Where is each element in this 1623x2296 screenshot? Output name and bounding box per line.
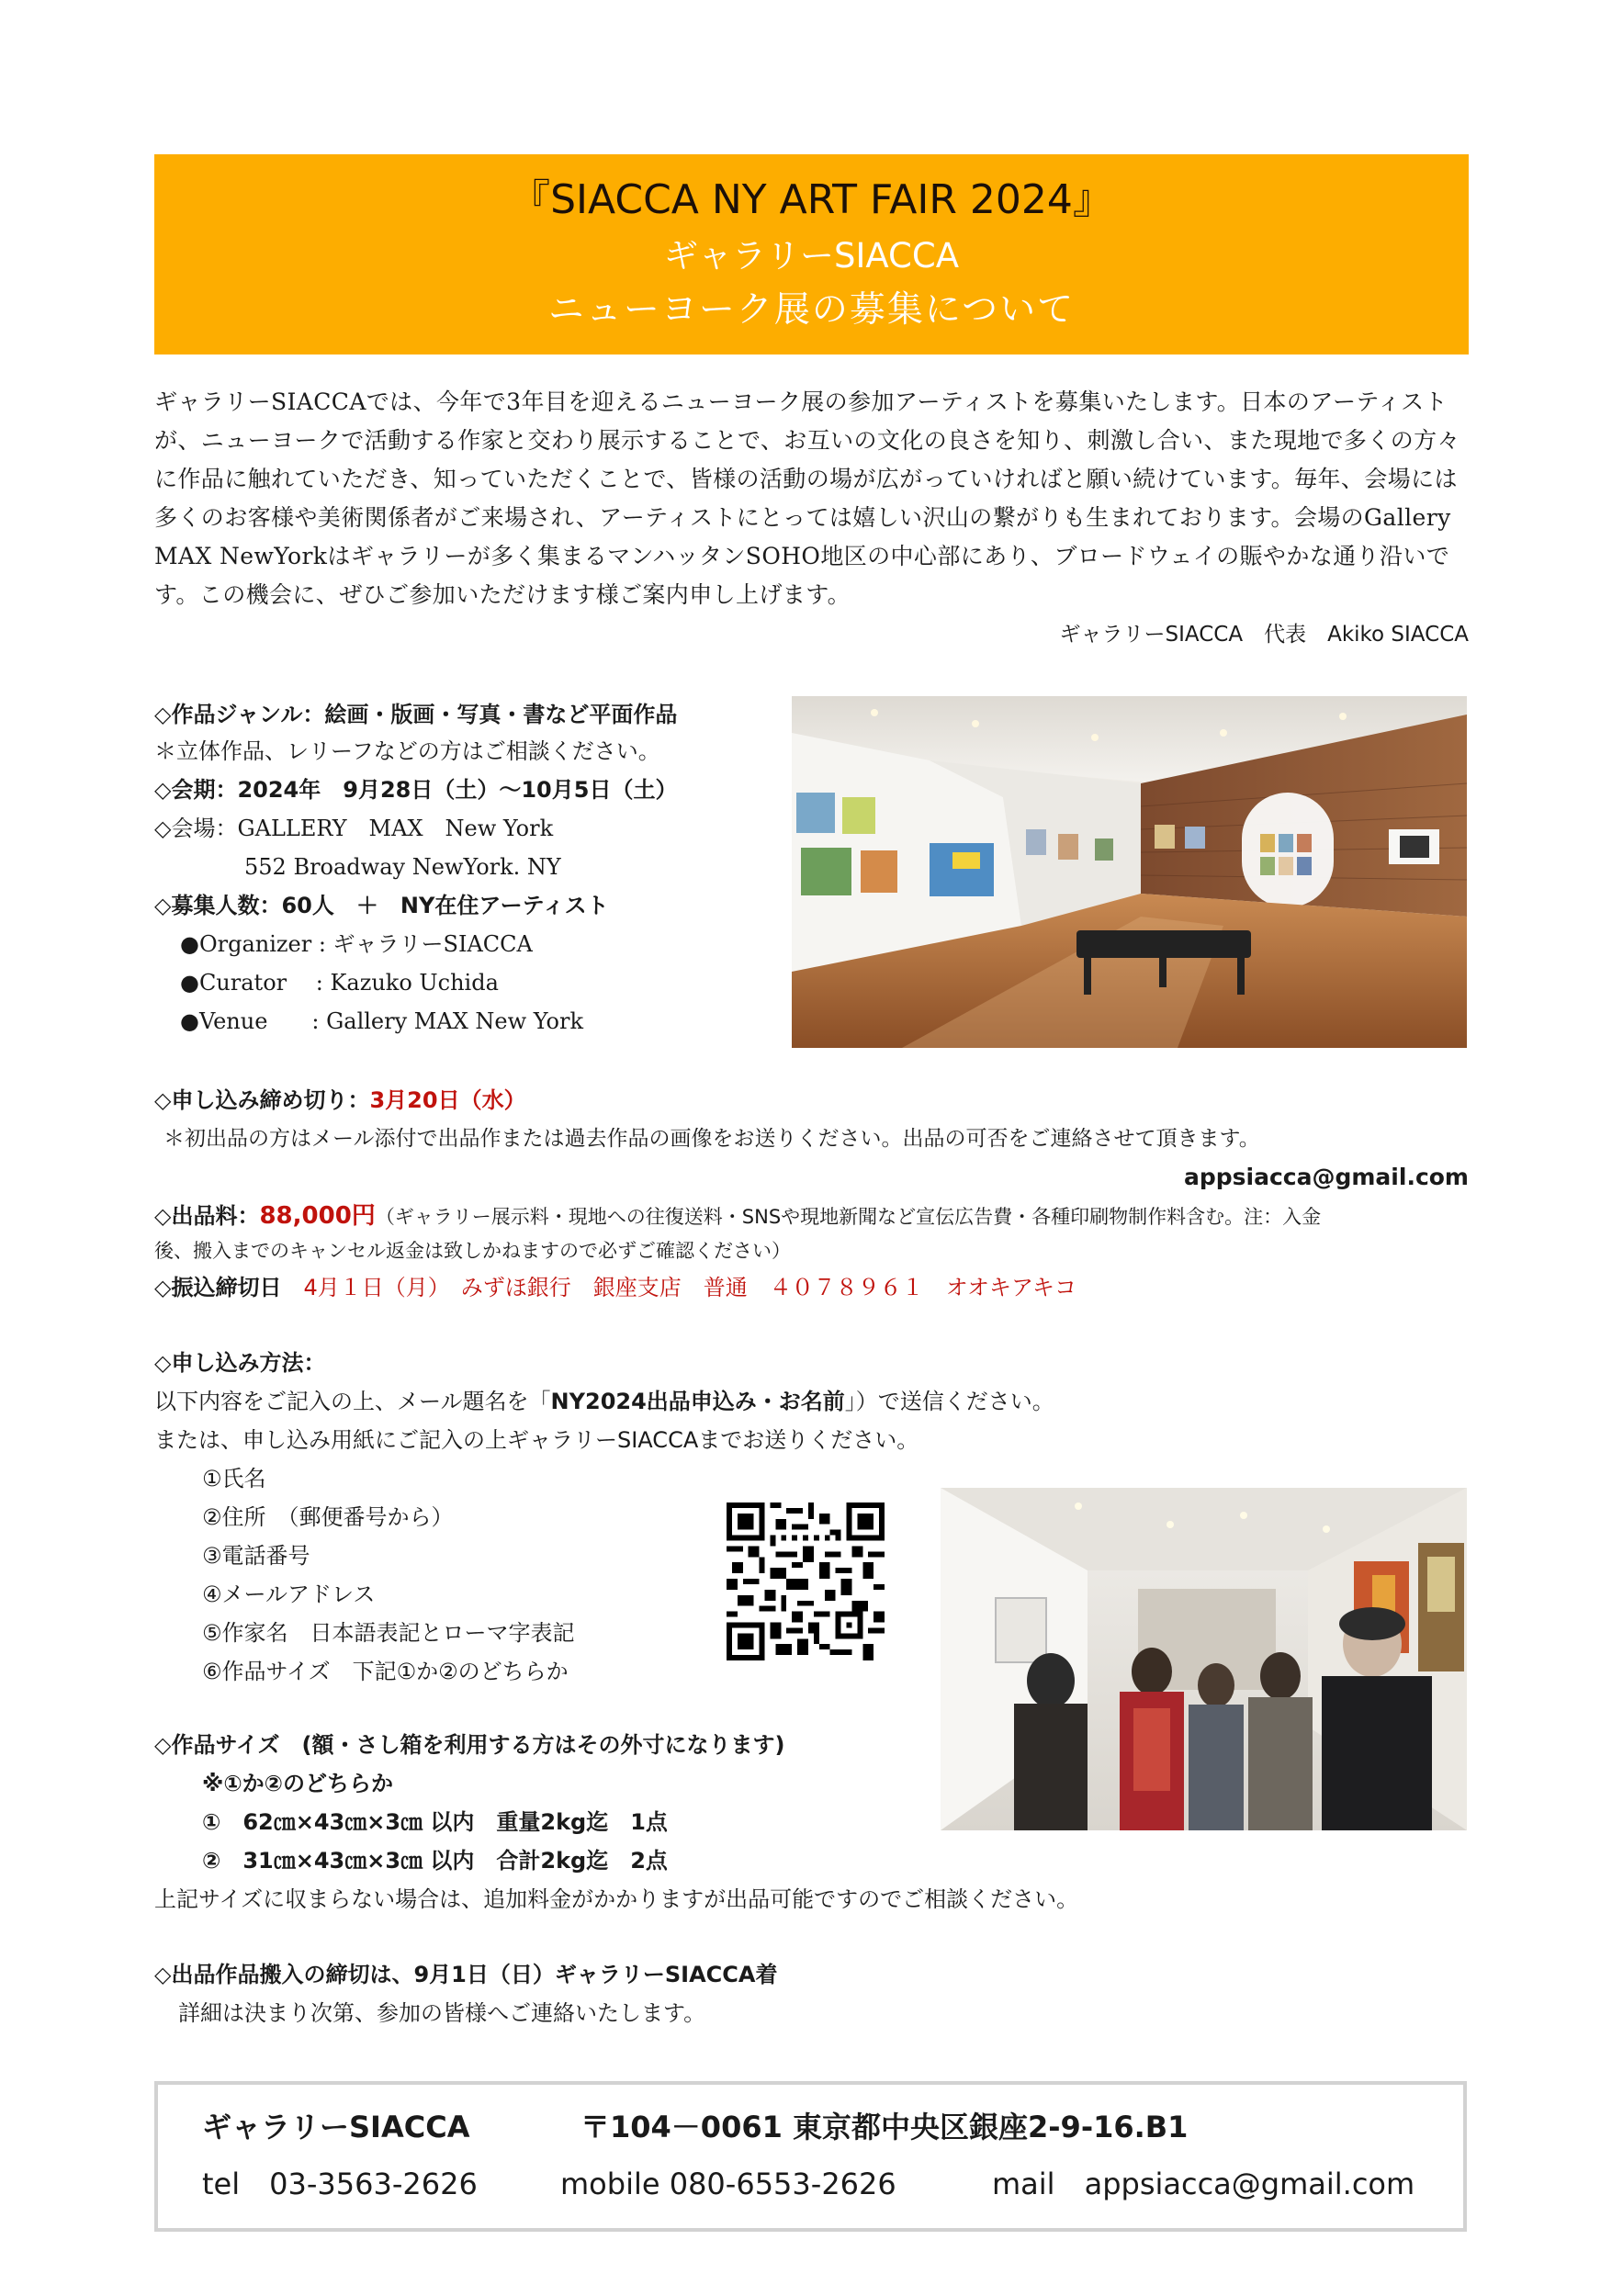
venue-line [154,812,553,845]
size-choice: ※①か②のどちらか [202,1771,393,1796]
contact-mail [992,2166,1414,2202]
mail-label: mail [992,2167,1055,2201]
apply-line-1-b: NY2024出品申込み・お名前 [550,1389,845,1414]
tel-number: 03-3563-2626 [269,2167,478,2201]
event-title: 『SIACCA NY ART FAIR 2024』 [510,176,1113,223]
organizer-line: ●Organizer : ギャラリーSIACCA [180,931,533,957]
gallery-interior-photo [792,696,1467,1048]
apply-title: ◇申し込み方法： [154,1350,326,1376]
size-option-1: ① 62㎝×43㎝×3㎝ 以内 重量2kg迄 1点 [202,1809,668,1835]
apply-line-1-c: 」）で送信ください。 [844,1389,1054,1414]
gallery-name: ギャラリーSIACCA [663,236,960,276]
mobile-number: 080-6553-2626 [669,2167,896,2201]
contact-gallery-name: ギャラリーSIACCA [202,2110,470,2144]
deadline-note: ＊初出品の方はメール添付で出品作または過去作品の画像をお送りください。出品の可否をご連絡させて頂きます。 [163,1127,1260,1151]
size-title: ◇作品サイズ (額・さし箱を利用する方はその外寸になります) [154,1732,785,1758]
apply-item: ⑥作品サイズ 下記①か②のどちらか [202,1659,569,1684]
deadline-line [154,1084,526,1117]
transfer-line [154,1271,1076,1304]
genre-note: ＊立体作品、レリーフなどの方はご相談ください。 [154,738,660,764]
curator-line: ●Curator : Kazuko Uchida [180,970,499,996]
venue-name: GALLERY MAX New York [237,816,554,841]
transfer-label: ◇振込締切日 [154,1275,282,1300]
size-note: 上記サイズに収まらない場合は、追加料金がかかりますが出品可能ですのでご相談ください。 [154,1886,1079,1912]
recruitment-heading: ニューヨーク展の募集について [547,289,1076,331]
apply-item: ①氏名 [202,1466,266,1491]
fee-line [154,1199,1321,1233]
apply-line-2: または、申し込み用紙にご記入の上ギャラリーSIACCAまでお送りください。 [154,1427,919,1453]
transfer-detail: 4月１日（月） みずほ銀行 銀座支店 普通 ４０７８９６１ オオキアキコ [303,1275,1077,1300]
fee-amount: 88,000円 [259,1202,376,1230]
apply-item: ③電話番号 [202,1543,310,1569]
size-option-2: ② 31㎝×43㎝×3㎝ 以内 合計2kg迄 2点 [202,1848,668,1874]
genre-line: ◇作品ジャンル：絵画・版画・写真・書など平面作品 [154,702,678,727]
venue-address: 552 Broadway NewYork. NY [244,854,561,880]
apply-item: ⑤作家名 日本語表記とローマ字表記 [202,1620,575,1646]
contact-tel [202,2166,478,2202]
period-line: ◇会期：2024年 9月28日（土）〜10月5日（土） [154,777,678,803]
apply-line-1 [154,1385,1054,1418]
contact-address: 〒104－0061 東京都中央区銀座2-9-16.B1 [580,2110,1189,2144]
contact-email: appsiacca@gmail.com [1184,1164,1469,1190]
signature: ギャラリーSIACCA 代表 Akiko SIACCA [1059,623,1469,647]
deadline-label: ◇申し込み締め切り： [154,1087,370,1113]
apply-item: ④メールアドレス [202,1581,376,1607]
recruit-line: ◇募集人数：60人 ＋ NY在住アーティスト [154,893,609,918]
mobile-label: mobile [560,2167,660,2201]
delivery-title: ◇出品作品搬入の締切は、9月1日（日）ギャラリーSIACCA着 [154,1962,778,1987]
contact-box [154,2081,1467,2232]
intro-paragraph: ギャラリーSIACCAでは、今年で3年目を迎えるニューヨーク展の参加アーティストを募集いたします。日本のアーティストが、ニューヨークで活動する作家と交わり展示することで、お互いの文化の良さを知り、刺激し合い、また現地で多くの方々に作品に触れていただき、知っていただくことで、皆様の活動の場が広がっていければと願い続けています。毎年、会場には多くのお客様や美術関係者がご来場され、アーティストにとっては嬉しい沢山の繋がりも生まれております。会場のGallery MAX NewYorkはギャラリーが多く集まるマンハッタンSOHO地区の中心部にあり、ブロードウェイの賑やかな通り沿いです。この機会に、ぜひご参加いただけます様ご案内申し上げます。 [154,388,1460,608]
contact-mobile [560,2166,896,2202]
mail-address: appsiacca@gmail.com [1084,2167,1415,2201]
fee-label: ◇出品料： [154,1203,260,1229]
venue-credit-line: ●Venue : Gallery MAX New York [180,1008,584,1034]
fee-note-a: （ギャラリー展示料・現地への往復送料・SNSや現地新聞など宣伝広告費・各種印刷物制作料含む。注：入金 [375,1206,1322,1228]
deadline-date: 3月20日（水） [369,1087,526,1113]
tel-label: tel [202,2167,241,2201]
apply-line-1-a: 以下内容をご記入の上、メール題名を「 [154,1389,551,1414]
delivery-note: 詳細は決まり次第、参加の皆様へご連絡いたします。 [178,2000,706,2026]
venue-label: ◇会場： [154,816,238,841]
gallery-visitors-photo [941,1488,1467,1830]
fee-note-b: 後、搬入までのキャンセル返金は致しかねますので必ずご確認ください） [154,1240,791,1262]
title-banner [154,154,1469,355]
qr-code[interactable] [726,1503,885,1660]
apply-item: ②住所 （郵便番号から） [202,1504,454,1530]
